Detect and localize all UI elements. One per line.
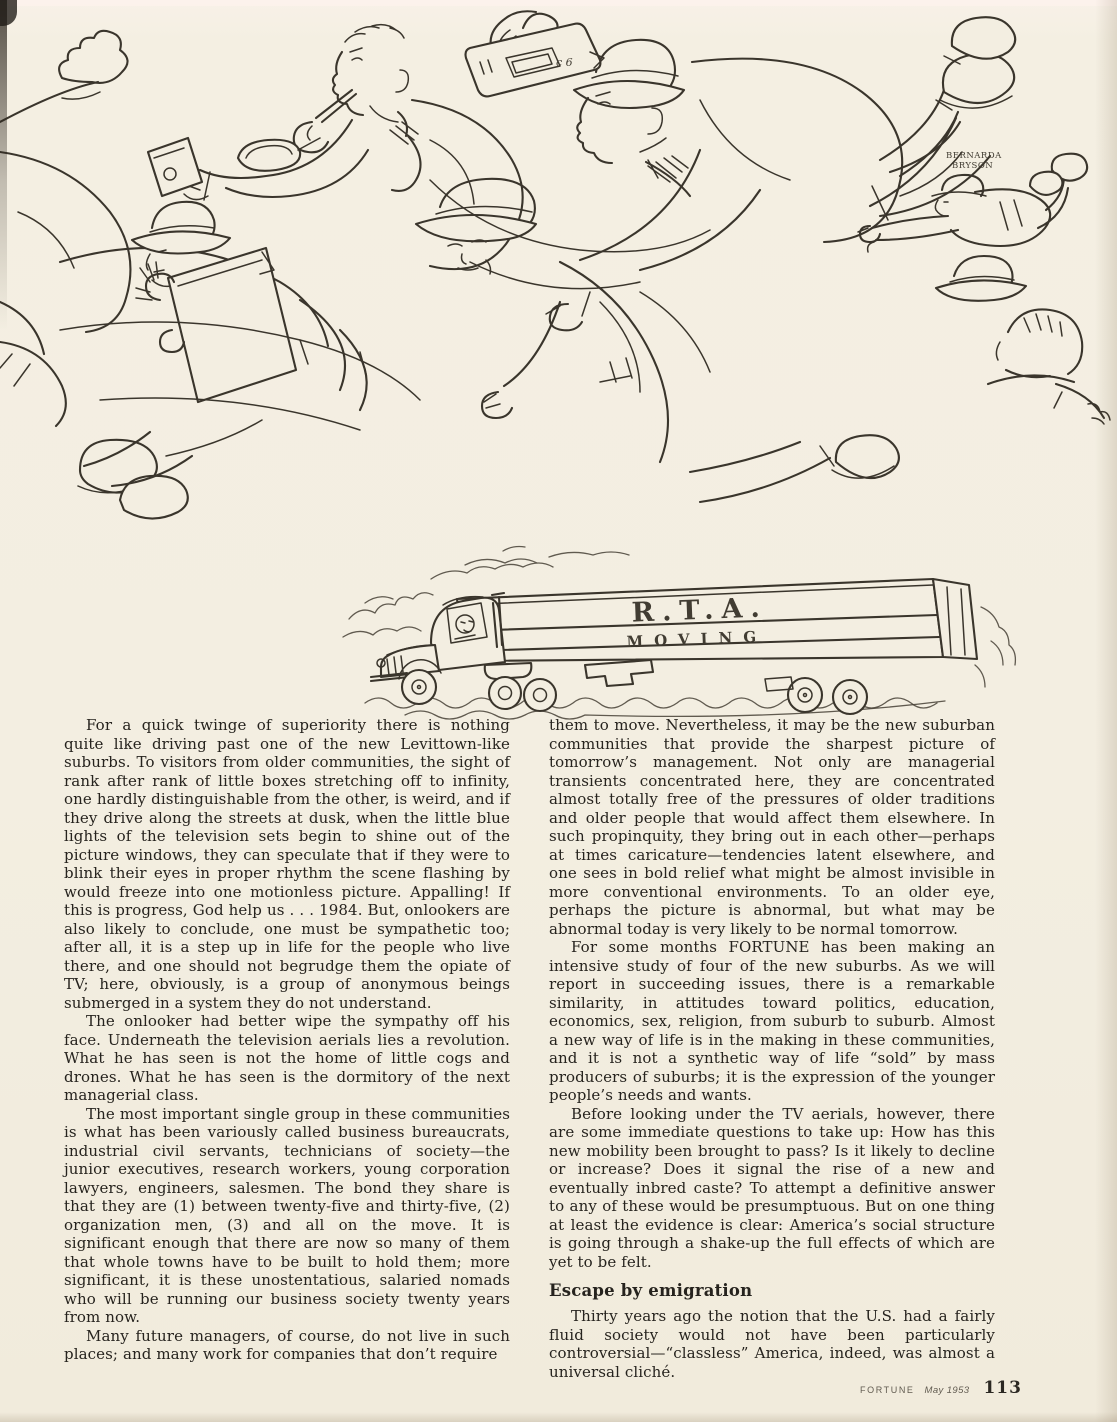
article-body xyxy=(64,716,995,1381)
figure-diver xyxy=(482,262,899,502)
page-footer xyxy=(860,1378,1022,1398)
figure-bottom-right xyxy=(988,309,1110,424)
moving-truck-illustration xyxy=(335,545,1045,727)
floating-fedora xyxy=(936,256,1026,301)
magazine-name: FORTUNE xyxy=(860,1385,915,1395)
radio-case xyxy=(466,11,605,96)
figure-top-left xyxy=(0,31,130,354)
paragraph: For some months FORTUNE has been making an intensive study of four of the new suburbs. As we will report in succeeding issues, there is a remarkable similarity, in attitudes toward politics, education, economics, sex, religion, from suburb to suburb. Almost a new way of life is in the making in these communities, and it is not a synthetic way of life “sold” by mass producers of suburbs; it is the expression of the younger people’s needs and wants. xyxy=(549,938,995,1104)
figure-center-hat-man xyxy=(416,179,710,289)
issue-date: May 1953 xyxy=(924,1385,970,1396)
right-column xyxy=(549,716,995,1381)
page-number: 113 xyxy=(983,1378,1022,1398)
truck-line-1: R.T.A. xyxy=(631,592,769,629)
left-column xyxy=(64,716,510,1381)
paragraph: Before looking under the TV aerials, however, there are some immediate questions to take up: How has this new mobility been brought to pass? Is it likely to decline or increase? Does it signal the rise of a new and eventually inbred caste? To attempt a definitive answer to any of these would be presumptuous. But on one thing at least the evidence is clear: America’s social structure is going through a shake-up the full effects of which are yet to be felt. xyxy=(549,1104,995,1271)
figure-fedora-flyer xyxy=(546,17,1015,330)
paragraph: For a quick twinge of superiority there is nothing quite like driving past one of the new Levittown-like suburbs. To visitors from older communities, the sight of rank after rank of little boxes stretching off to infinity, one hardly distinguishable from the other, is weird, and if they drive along the streets at dusk, when the little blue lights of the television sets begin to shine out of the picture windows, they can speculate that if they were to blink their eyes in proper rhythm the scene flashing by would freeze into one motionless picture. Appalling! If this is progress, God help us . . . 1984. But, onlookers are also likely to conclude, one must be sympathetic too; after all, it is a step up in life for the people who live there, and one should not begrudge them the opiate of TV; here, obviously, is a group of anonymous beings submerged in a system they do not understand. xyxy=(64,716,510,1012)
truck-line-2: MOVING xyxy=(626,627,768,651)
paragraph: them to move. Nevertheless, it may be the new suburban communities that provide the sharpest picture of tomorrow’s management. Not only are managerial transients concentrated here, they are concentrated almost totally free of the pressures of older traditions and older people that would affect them elsewhere. In such propinquity, they bring out in each other—perhaps at times caricature—tendencies latent elsewhere, and one sees in bold relief what might be almost invisible in more conventional environments. To an older eye, perhaps the picture is abnormal, but what may be abnormal today is very likely to be normal tomorrow. xyxy=(549,716,995,938)
section-heading: Escape by emigration xyxy=(549,1281,753,1300)
figure-folder-man xyxy=(60,202,420,430)
case-label: c 6 xyxy=(556,56,573,69)
scan-gutter-edge xyxy=(0,0,7,330)
paragraph: The most important single group in these communities is what has been variously called business bureaucrats, industrial civil servants, technicians of society—the junior executives, research workers, young corporation lawyers, engineers, salesmen. The bond they share is that they are (1) between twenty-five and thirty-five, (2) organization men, (3) and all on the move. It is significant enough that there are now so many of them that whole towns have to be built to hold them; more significant, it is these unostentatious, salaried nomads who will be running our business society twenty years from now. xyxy=(64,1104,510,1326)
page-curl-shading xyxy=(1095,0,1117,1422)
page-top-edge xyxy=(0,0,1117,6)
page-bottom-edge xyxy=(0,1412,1117,1422)
paragraph: The onlooker had better wipe the sympathy off his face. Underneath the television aerials lies a revolution. What he has seen is not the home of little cogs and drones. What he has seen is the dormitory of the next managerial class. xyxy=(64,1012,510,1104)
paragraph: Thirty years ago the notion that the U.S. had a fairly fluid society would not have been particularly controversial—“classless” America, indeed, was almost a universal cliché. xyxy=(549,1307,995,1381)
flying-businessmen-illustration xyxy=(0,0,1117,535)
paragraph: Many future managers, of course, do not live in such places; and many work for companies that don’t require xyxy=(64,1326,510,1363)
signature-line-2: BRYSON xyxy=(952,161,994,171)
artist-signature xyxy=(946,151,1002,171)
signature-line-1: BERNARDA xyxy=(946,151,1002,161)
